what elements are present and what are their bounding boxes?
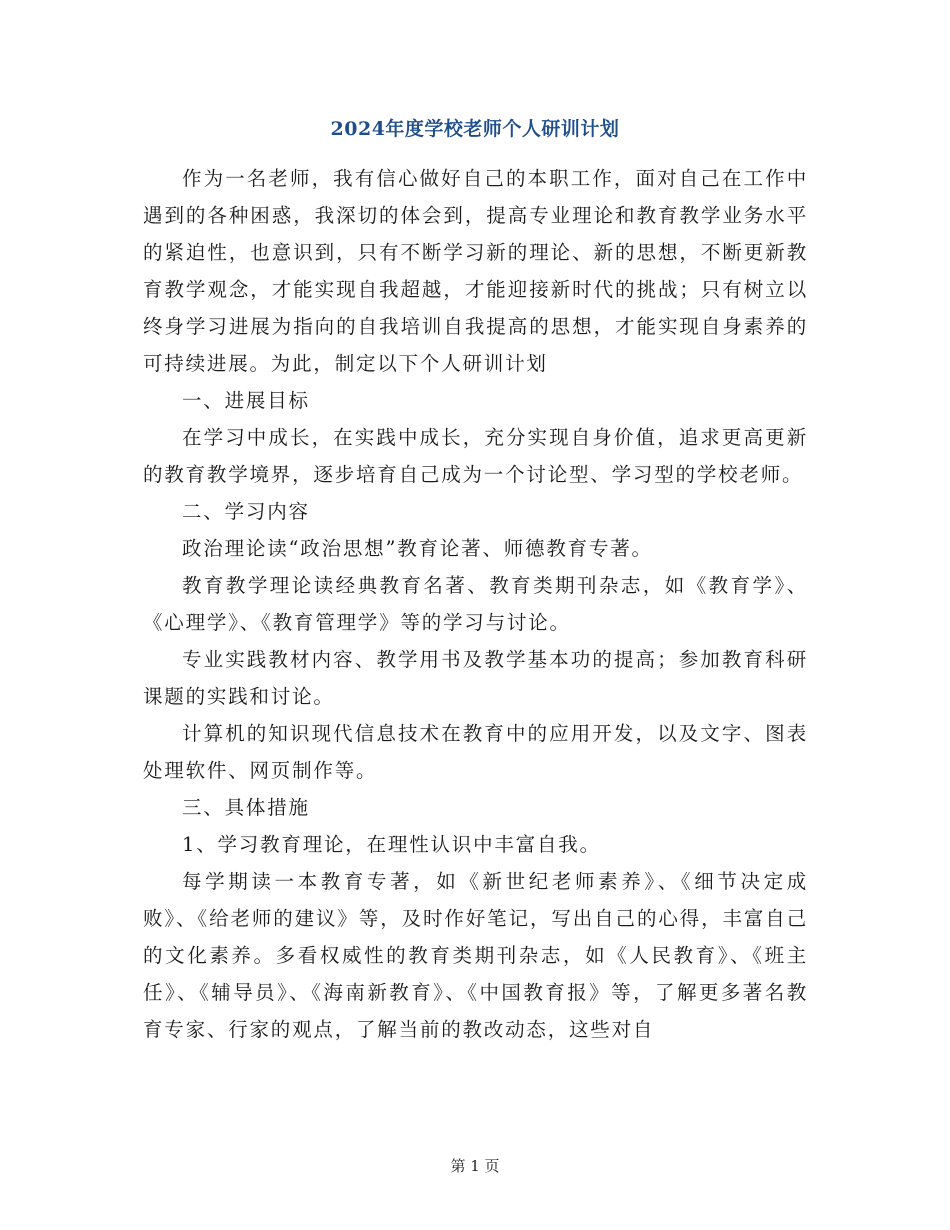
paragraph-practice: 专业实践教材内容、教学用书及教学基本功的提高；参加教育科研课题的实践和讨论。	[143, 648, 808, 708]
section-heading-content: 二、学习内容	[182, 500, 310, 523]
section-heading-goals: 一、进展目标	[182, 389, 310, 412]
paragraph-computer: 计算机的知识现代信息技术在教育中的应用开发，以及文字、图表处理软件、网页制作等。	[143, 722, 808, 782]
paragraph-politics: 政治理论读“政治思想”教育论著、师德教育专著。	[182, 537, 653, 560]
subheading-measure-1: 1、学习教育理论，在理性认识中丰富自我。	[182, 833, 601, 856]
paragraph-intro: 作为一名老师，我有信心做好自己的本职工作，面对自己在工作中遇到的各种困惑，我深切的体会到，提高专业理论和教育教学业务水平的紧迫性，也意识到，只有不断学习新的理论、新的思想，不断更新教育教学观念，才能实现自我超越，才能迎接新时代的挑战；只有树立以终身学习进展为指向的自我培训自我提高的思想，才能实现自身素养的可持续进展。为此，制定以下个人研训计划	[143, 167, 808, 375]
page-number: 第 1 页	[450, 1157, 500, 1175]
document-title: 2024年度学校老师个人研训计划	[330, 118, 620, 140]
paragraph-goals: 在学习中成长，在实践中成长，充分实现自身价值，追求更高更新的教育教学境界，逐步培育自己成为一个讨论型、学习型的学校老师。	[143, 426, 808, 486]
section-heading-measures: 三、具体措施	[182, 796, 310, 819]
document-body	[143, 160, 808, 1048]
paragraph-theory: 教育教学理论读经典教育名著、教育类期刊杂志，如《教育学》、《心理学》、《教育管理学》等的学习与讨论。	[143, 574, 808, 634]
paragraph-reading: 每学期读一本教育专著，如《新世纪老师素养》、《细节决定成败》、《给老师的建议》等，及时作好笔记，写出自己的心得，丰富自己的文化素养。多看权威性的教育类期刊杂志，如《人民教育》、《班主任》、《辅导员》、《海南新教育》、《中国教育报》等，了解更多著名教育专家、行家的观点，了解当前的教改动态，这些对自	[143, 870, 808, 1041]
